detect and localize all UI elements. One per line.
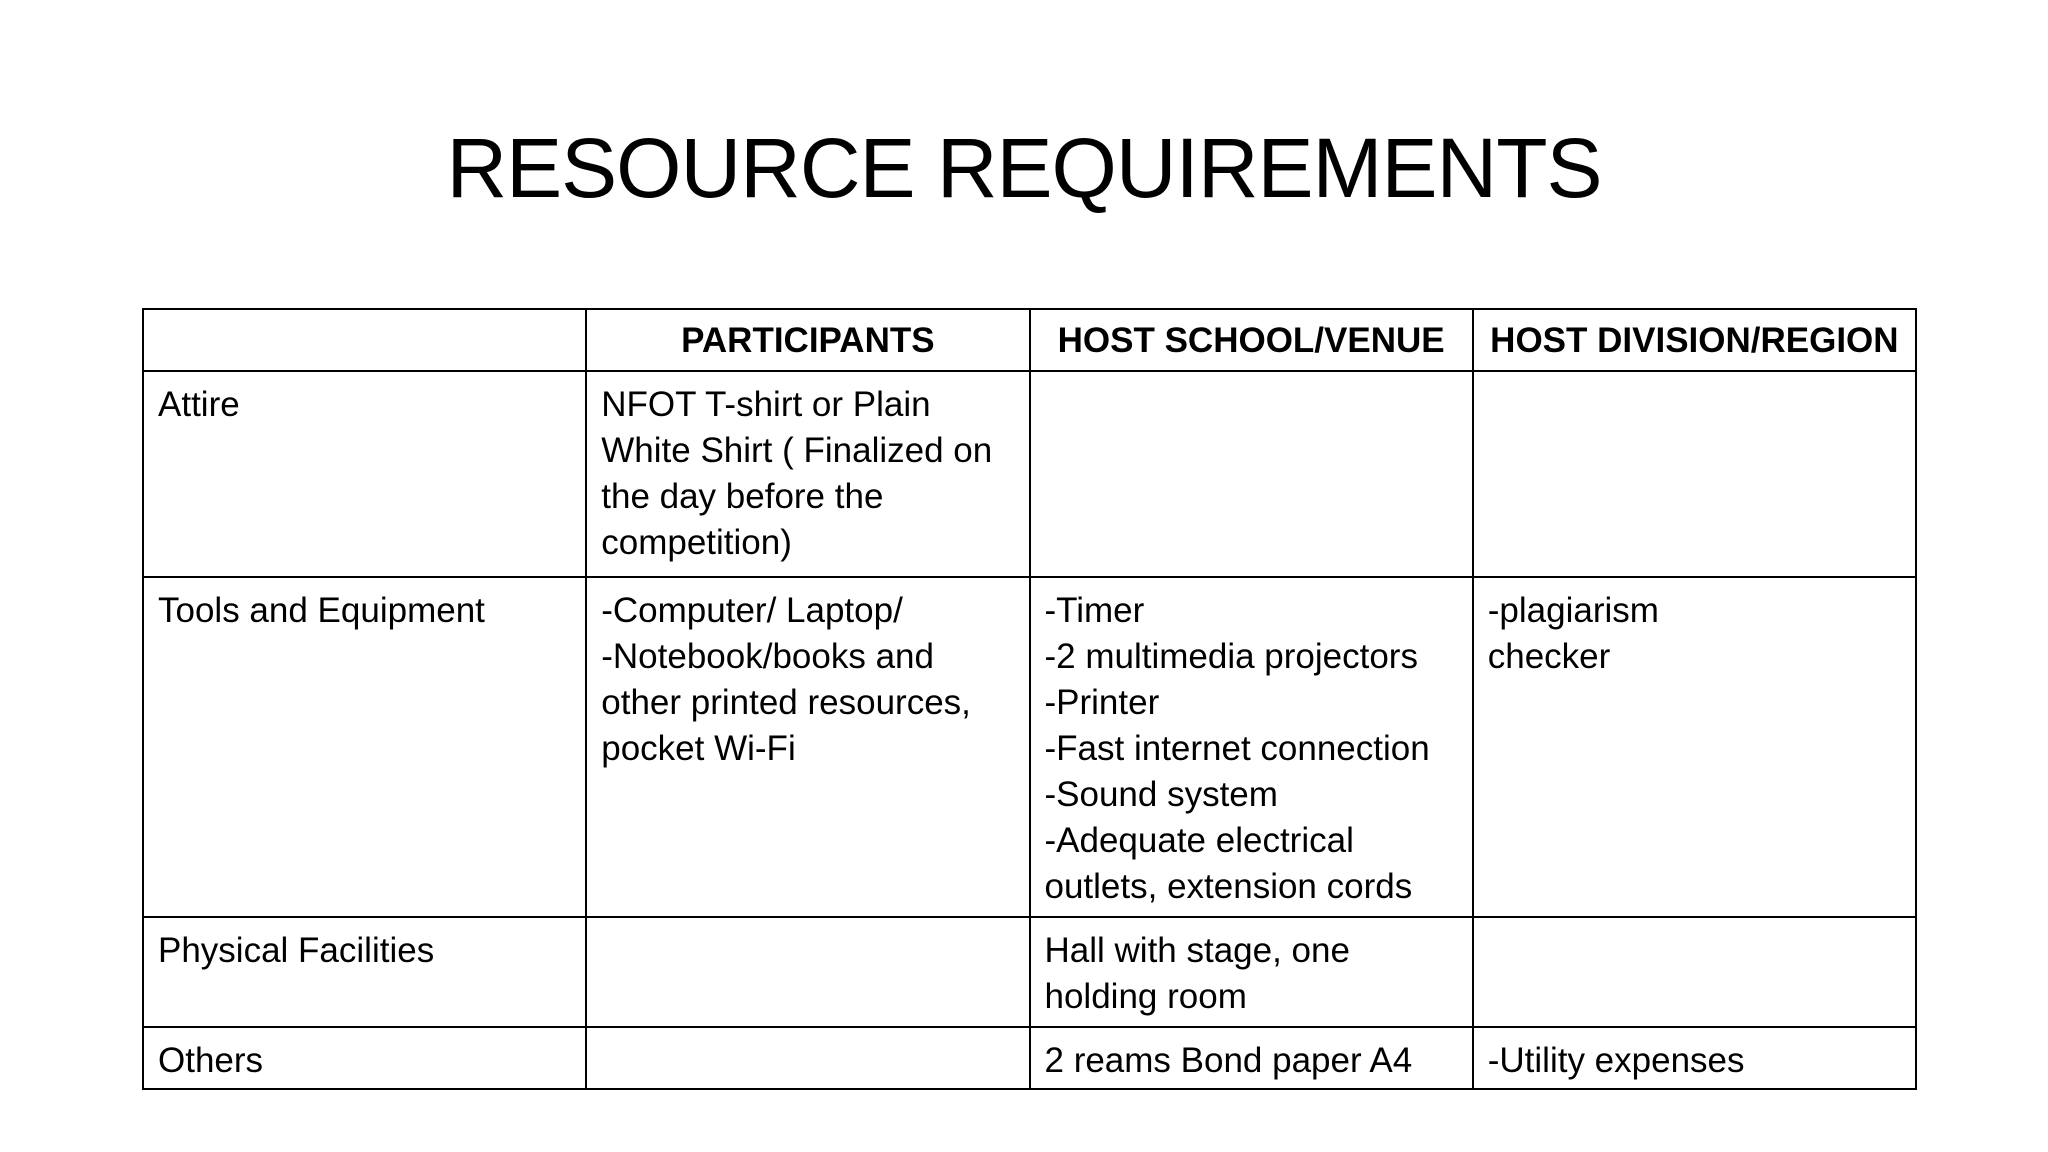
cell-participants: -Computer/ Laptop/ -Notebook/books and other printed resources, pocket Wi-Fi xyxy=(586,577,1029,917)
cell-host-school: 2 reams Bond paper A4 xyxy=(1030,1027,1473,1089)
slide-title: RESOURCE REQUIREMENTS xyxy=(446,121,1602,215)
row-label-physical-facilities: Physical Facilities xyxy=(143,917,586,1027)
header-participants: PARTICIPANTS xyxy=(586,309,1029,371)
table-row xyxy=(143,577,1916,917)
table-header-row xyxy=(143,309,1916,371)
table-row xyxy=(143,1027,1916,1089)
cell-participants: NFOT T-shirt or Plain White Shirt ( Finalized on the day before the competition) xyxy=(586,371,1029,577)
row-label-attire: Attire xyxy=(143,371,586,577)
cell-host-division: -plagiarism checker xyxy=(1473,577,1916,917)
header-host-school-venue: HOST SCHOOL/VENUE xyxy=(1030,309,1473,371)
cell-host-school xyxy=(1030,371,1473,577)
resource-requirements-table xyxy=(142,308,1917,1090)
row-label-tools-equipment: Tools and Equipment xyxy=(143,577,586,917)
header-cell-blank xyxy=(143,309,586,371)
header-host-division-region: HOST DIVISION/REGION xyxy=(1473,309,1916,371)
row-label-others: Others xyxy=(143,1027,586,1089)
table-row xyxy=(143,917,1916,1027)
cell-host-division: -Utility expenses xyxy=(1473,1027,1916,1089)
cell-participants xyxy=(586,1027,1029,1089)
table-row xyxy=(143,371,1916,577)
cell-host-division xyxy=(1473,371,1916,577)
cell-host-division xyxy=(1473,917,1916,1027)
cell-participants xyxy=(586,917,1029,1027)
cell-host-school: -Timer -2 multimedia projectors -Printer -Fast internet connection -Sound system -Adequate electrical outlets, extension cords xyxy=(1030,577,1473,917)
cell-host-school: Hall with stage, one holding room xyxy=(1030,917,1473,1027)
